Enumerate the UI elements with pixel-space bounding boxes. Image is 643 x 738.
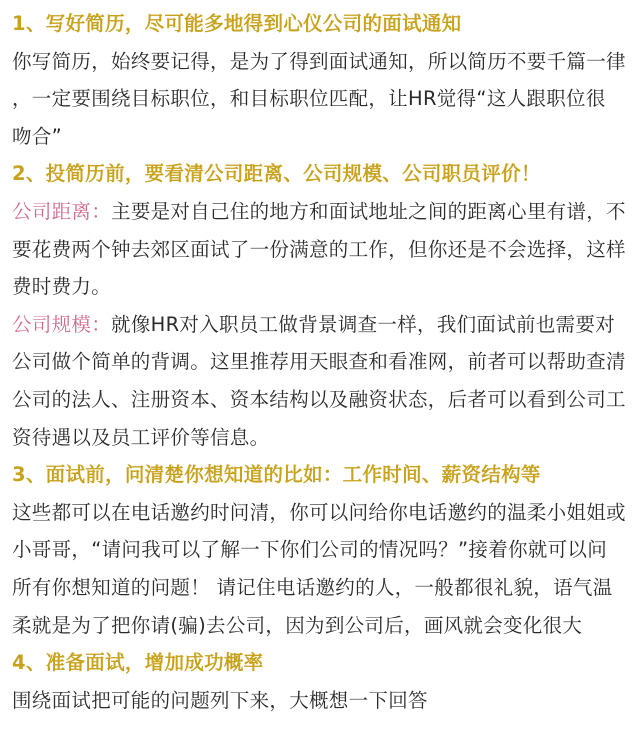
paragraph-line: 要花费两个钟去郊区面试了一份满意的工作，但你还是不会选择，这样 <box>12 237 626 261</box>
company-distance-label: 公司距离： <box>12 199 112 223</box>
paragraph-text: 主要是对自己住的地方和面试地址之间的距离心里有谱，不 <box>111 199 626 223</box>
paragraph-line: 围绕面试把可能的问题列下来，大概想一下回答 <box>12 688 428 712</box>
section-heading-2: 2、投简历前，要看清公司距离、公司规模、公司职员评价！ <box>12 162 541 186</box>
paragraph-line: ，一定要围绕目标职位，和目标职位匹配，让HR觉得“这人跟职位很 <box>12 87 606 111</box>
paragraph-line: 费时费力。 <box>12 275 112 299</box>
paragraph-line: 小哥哥，“请问我可以了解一下你们公司的情况吗？”接着你就可以问 <box>12 538 608 562</box>
paragraph-line <box>12 193 643 231</box>
paragraph-line: 你写简历，始终要记得，是为了得到面试通知，所以简历不要千篇一律 <box>12 49 626 73</box>
section-heading-1: 1、写好简历，尽可能多地得到心仪公司的面试通知 <box>12 12 462 35</box>
paragraph-line: 吻合” <box>12 124 63 148</box>
paragraph-line <box>12 306 643 344</box>
paragraph-line: 这些都可以在电话邀约时问清，你可以问给你电话邀约的温柔小姐姐或 <box>12 500 626 524</box>
section-heading-4: 4、准备面试，增加成功概率 <box>12 651 264 675</box>
company-scale-label: 公司规模： <box>12 312 112 336</box>
paragraph-line: 柔就是为了把你请(骗)去公司，因为到公司后，画风就会变化很大 <box>12 613 583 637</box>
paragraph-line: 资待遇以及员工评价等信息。 <box>12 425 270 449</box>
paragraph-line: 公司做个简单的背调。这里推荐用天眼查和看准网，前者可以帮助查清 <box>12 350 626 374</box>
paragraph-line: 公司的法人、注册资本、资本结构以及融资状态，后者可以看到公司工 <box>12 387 626 411</box>
section-heading-3: 3、面试前，问清楚你想知道的比如：工作时间、薪资结构等 <box>12 463 541 487</box>
paragraph-text: 就像HR对入职员工做背景调查一样，我们面试前也需要对 <box>111 312 616 336</box>
paragraph-line: 所有你想知道的问题！ 请记住电话邀约的人，一般都很礼貌，语气温 <box>12 575 613 599</box>
